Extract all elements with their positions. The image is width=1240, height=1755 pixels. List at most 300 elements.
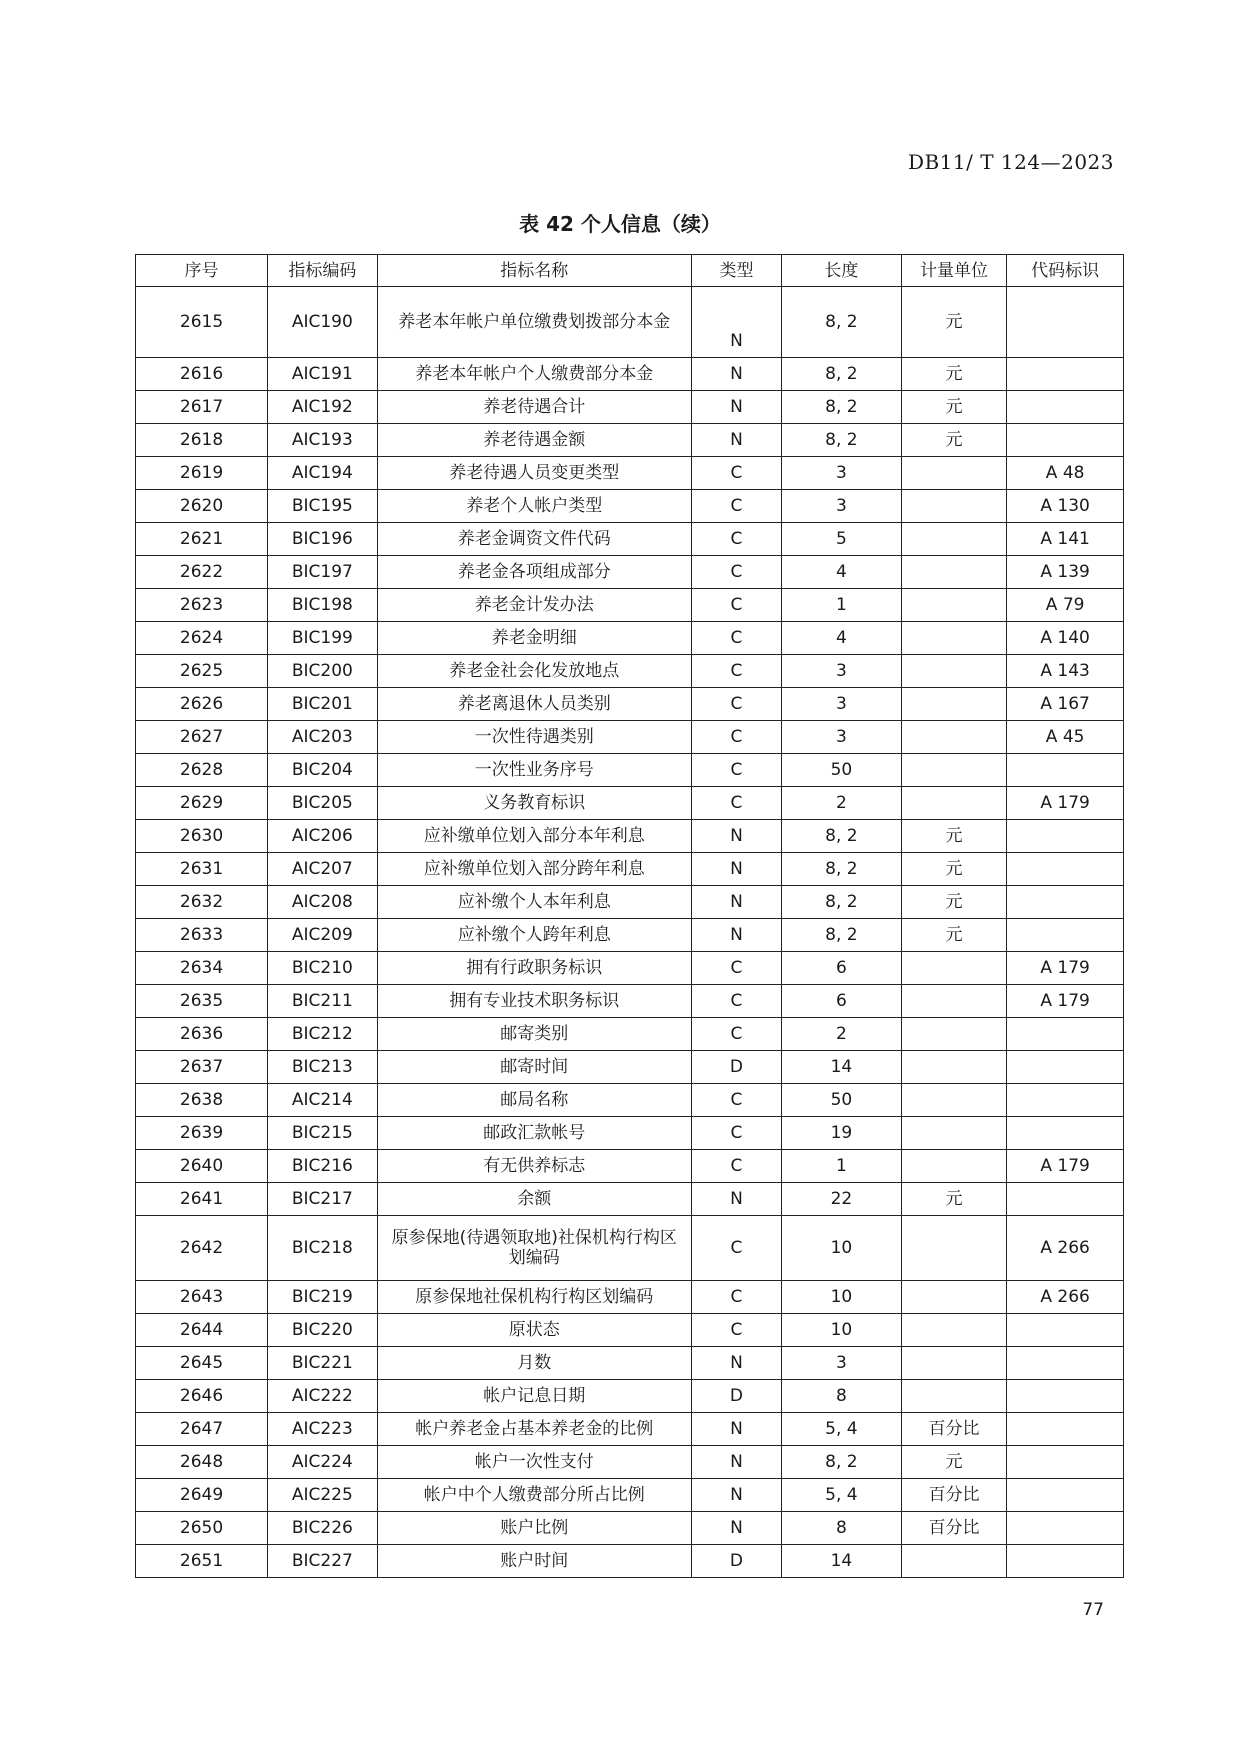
cell-name: 原状态 [377,1314,691,1347]
cell-unit [901,952,1006,985]
cell-name: 帐户一次性支付 [377,1446,691,1479]
cell-length: 50 [782,754,902,787]
cell-length: 14 [782,1545,902,1578]
cell-index: 2650 [136,1512,268,1545]
cell-name: 邮局名称 [377,1084,691,1117]
cell-name: 余额 [377,1183,691,1216]
table-row [136,655,1124,688]
cell-length: 4 [782,622,902,655]
cell-code-ref: A 79 [1007,589,1124,622]
cell-code: AIC192 [268,391,378,424]
cell-code-ref [1007,1512,1124,1545]
cell-code-ref [1007,1183,1124,1216]
cell-unit: 元 [901,1183,1006,1216]
table-row [136,1380,1124,1413]
cell-type: C [691,1281,781,1314]
table-row [136,688,1124,721]
cell-code-ref: A 130 [1007,490,1124,523]
cell-code-ref: A 143 [1007,655,1124,688]
cell-index: 2627 [136,721,268,754]
cell-length: 5 [782,523,902,556]
table-row [136,490,1124,523]
cell-name: 义务教育标识 [377,787,691,820]
cell-name: 养老待遇人员变更类型 [377,457,691,490]
cell-index: 2630 [136,820,268,853]
cell-code: BIC199 [268,622,378,655]
cell-type: D [691,1380,781,1413]
cell-code: AIC222 [268,1380,378,1413]
cell-code: BIC201 [268,688,378,721]
cell-code: BIC227 [268,1545,378,1578]
cell-index: 2643 [136,1281,268,1314]
cell-type: C [691,556,781,589]
cell-name: 拥有行政职务标识 [377,952,691,985]
cell-code: BIC205 [268,787,378,820]
cell-type: C [691,787,781,820]
cell-code-ref [1007,1413,1124,1446]
cell-code: AIC203 [268,721,378,754]
cell-name: 原参保地社保机构行构区划编码 [377,1281,691,1314]
cell-length: 19 [782,1117,902,1150]
table-row [136,1281,1124,1314]
cell-type: C [691,457,781,490]
cell-name: 一次性待遇类别 [377,721,691,754]
cell-code-ref [1007,1051,1124,1084]
cell-code-ref: A 48 [1007,457,1124,490]
cell-name: 帐户记息日期 [377,1380,691,1413]
cell-code: AIC206 [268,820,378,853]
cell-unit [901,457,1006,490]
cell-index: 2632 [136,886,268,919]
cell-unit: 元 [901,358,1006,391]
cell-code: BIC195 [268,490,378,523]
cell-length: 8, 2 [782,424,902,457]
cell-code-ref: A 167 [1007,688,1124,721]
table-row [136,919,1124,952]
cell-code: AIC194 [268,457,378,490]
cell-length: 6 [782,985,902,1018]
cell-code-ref: A 179 [1007,985,1124,1018]
cell-type: C [691,721,781,754]
cell-type: C [691,1084,781,1117]
cell-name: 帐户中个人缴费部分所占比例 [377,1479,691,1512]
cell-code-ref [1007,1380,1124,1413]
cell-code: AIC209 [268,919,378,952]
document-code: DB11/ T 124—2023 [907,150,1114,174]
cell-type: C [691,655,781,688]
cell-type: C [691,1018,781,1051]
cell-length: 3 [782,721,902,754]
cell-unit [901,556,1006,589]
cell-length: 14 [782,1051,902,1084]
cell-index: 2647 [136,1413,268,1446]
cell-unit [901,754,1006,787]
cell-code: AIC224 [268,1446,378,1479]
cell-index: 2641 [136,1183,268,1216]
cell-code-ref: A 179 [1007,1150,1124,1183]
cell-type: C [691,622,781,655]
cell-unit [901,490,1006,523]
cell-code-ref [1007,1018,1124,1051]
cell-code-ref [1007,287,1124,358]
cell-name: 养老金计发办法 [377,589,691,622]
cell-length: 4 [782,556,902,589]
cell-name: 有无供养标志 [377,1150,691,1183]
cell-unit [901,1051,1006,1084]
cell-type: C [691,1117,781,1150]
cell-code-ref [1007,1084,1124,1117]
cell-code: AIC190 [268,287,378,358]
cell-length: 2 [782,1018,902,1051]
cell-type: C [691,952,781,985]
cell-length: 3 [782,457,902,490]
table-row [136,1216,1124,1281]
cell-unit [901,622,1006,655]
cell-index: 2620 [136,490,268,523]
cell-code: BIC213 [268,1051,378,1084]
cell-code: BIC218 [268,1216,378,1281]
cell-name: 养老金调资文件代码 [377,523,691,556]
cell-code: AIC225 [268,1479,378,1512]
cell-unit: 元 [901,287,1006,358]
cell-name: 养老本年帐户单位缴费划拨部分本金 [377,287,691,358]
cell-code-ref [1007,919,1124,952]
cell-code: BIC215 [268,1117,378,1150]
cell-unit: 元 [901,919,1006,952]
cell-length: 1 [782,589,902,622]
cell-name: 应补缴单位划入部分本年利息 [377,820,691,853]
cell-index: 2637 [136,1051,268,1084]
cell-code: BIC196 [268,523,378,556]
cell-unit [901,1281,1006,1314]
table-body [136,287,1124,1578]
cell-index: 2628 [136,754,268,787]
cell-type: N [691,287,781,358]
cell-code: BIC216 [268,1150,378,1183]
table-row [136,1512,1124,1545]
cell-code: BIC220 [268,1314,378,1347]
cell-length: 50 [782,1084,902,1117]
cell-index: 2626 [136,688,268,721]
cell-unit: 百分比 [901,1479,1006,1512]
cell-index: 2640 [136,1150,268,1183]
cell-length: 8 [782,1380,902,1413]
cell-length: 5, 4 [782,1479,902,1512]
cell-type: N [691,424,781,457]
cell-name: 养老本年帐户个人缴费部分本金 [377,358,691,391]
cell-index: 2646 [136,1380,268,1413]
cell-name: 拥有专业技术职务标识 [377,985,691,1018]
cell-name: 一次性业务序号 [377,754,691,787]
cell-type: N [691,919,781,952]
cell-unit [901,787,1006,820]
cell-name: 应补缴单位划入部分跨年利息 [377,853,691,886]
cell-unit [901,1117,1006,1150]
cell-index: 2649 [136,1479,268,1512]
cell-type: N [691,820,781,853]
cell-type: C [691,490,781,523]
column-header-type: 类型 [691,255,781,287]
table-row [136,523,1124,556]
cell-index: 2645 [136,1347,268,1380]
table-row [136,1117,1124,1150]
cell-type: N [691,1413,781,1446]
cell-type: N [691,1183,781,1216]
cell-type: C [691,1314,781,1347]
table-row [136,287,1124,358]
cell-length: 8, 2 [782,820,902,853]
cell-index: 2617 [136,391,268,424]
cell-length: 10 [782,1281,902,1314]
cell-code-ref: A 141 [1007,523,1124,556]
table-row [136,1545,1124,1578]
cell-length: 6 [782,952,902,985]
cell-length: 8, 2 [782,1446,902,1479]
cell-type: N [691,853,781,886]
cell-length: 8, 2 [782,391,902,424]
cell-code: BIC197 [268,556,378,589]
cell-code-ref: A 140 [1007,622,1124,655]
cell-name: 帐户养老金占基本养老金的比例 [377,1413,691,1446]
cell-code: BIC200 [268,655,378,688]
table-row [136,1018,1124,1051]
cell-unit [901,1150,1006,1183]
cell-name: 月数 [377,1347,691,1380]
cell-code-ref: A 179 [1007,787,1124,820]
cell-code: AIC208 [268,886,378,919]
table-row [136,1446,1124,1479]
page-number: 77 [1082,1600,1104,1620]
cell-unit: 元 [901,853,1006,886]
cell-code: AIC207 [268,853,378,886]
cell-code: BIC217 [268,1183,378,1216]
cell-code: AIC223 [268,1413,378,1446]
cell-length: 8, 2 [782,287,902,358]
cell-code-ref [1007,886,1124,919]
cell-code-ref: A 266 [1007,1281,1124,1314]
cell-name: 账户比例 [377,1512,691,1545]
table-row [136,1347,1124,1380]
table-row [136,358,1124,391]
cell-code-ref [1007,424,1124,457]
cell-code: AIC191 [268,358,378,391]
cell-unit [901,523,1006,556]
column-header-length: 长度 [782,255,902,287]
cell-index: 2622 [136,556,268,589]
cell-index: 2618 [136,424,268,457]
cell-type: D [691,1051,781,1084]
cell-index: 2634 [136,952,268,985]
table-row [136,820,1124,853]
cell-code: AIC214 [268,1084,378,1117]
cell-code-ref [1007,1117,1124,1150]
cell-type: N [691,391,781,424]
cell-index: 2615 [136,287,268,358]
cell-length: 8 [782,1512,902,1545]
cell-index: 2636 [136,1018,268,1051]
cell-unit: 百分比 [901,1512,1006,1545]
cell-unit [901,721,1006,754]
cell-name: 原参保地(待遇领取地)社保机构行构区划编码 [377,1216,691,1281]
cell-name: 养老金社会化发放地点 [377,655,691,688]
cell-name: 应补缴个人跨年利息 [377,919,691,952]
table-title: 表 42 个人信息（续） [519,212,721,236]
cell-index: 2638 [136,1084,268,1117]
cell-name: 邮寄类别 [377,1018,691,1051]
cell-type: N [691,358,781,391]
cell-index: 2616 [136,358,268,391]
cell-code: BIC210 [268,952,378,985]
cell-index: 2619 [136,457,268,490]
cell-type: N [691,1347,781,1380]
cell-code-ref [1007,853,1124,886]
cell-name: 应补缴个人本年利息 [377,886,691,919]
table-header-row [136,255,1124,287]
cell-code-ref [1007,754,1124,787]
cell-length: 8, 2 [782,886,902,919]
cell-unit [901,1084,1006,1117]
cell-length: 22 [782,1183,902,1216]
cell-length: 3 [782,1347,902,1380]
column-header-name: 指标名称 [377,255,691,287]
table-row [136,787,1124,820]
cell-index: 2642 [136,1216,268,1281]
cell-length: 8, 2 [782,358,902,391]
cell-unit: 元 [901,424,1006,457]
cell-index: 2623 [136,589,268,622]
cell-index: 2644 [136,1314,268,1347]
column-header-code-ref: 代码标识 [1007,255,1124,287]
column-header-unit: 计量单位 [901,255,1006,287]
cell-index: 2633 [136,919,268,952]
table-row [136,721,1124,754]
cell-unit [901,688,1006,721]
cell-unit [901,655,1006,688]
cell-name: 养老待遇合计 [377,391,691,424]
cell-unit: 元 [901,391,1006,424]
table-row [136,1479,1124,1512]
cell-name: 邮政汇款帐号 [377,1117,691,1150]
table-row [136,391,1124,424]
cell-code-ref [1007,358,1124,391]
cell-code-ref [1007,820,1124,853]
cell-index: 2639 [136,1117,268,1150]
cell-length: 1 [782,1150,902,1183]
cell-length: 5, 4 [782,1413,902,1446]
cell-code-ref [1007,391,1124,424]
cell-type: C [691,985,781,1018]
cell-length: 10 [782,1216,902,1281]
cell-type: C [691,754,781,787]
cell-type: C [691,1150,781,1183]
table-row [136,556,1124,589]
cell-name: 养老待遇金额 [377,424,691,457]
cell-name: 账户时间 [377,1545,691,1578]
table-row [136,853,1124,886]
cell-length: 3 [782,490,902,523]
cell-length: 2 [782,787,902,820]
cell-name: 养老离退休人员类别 [377,688,691,721]
table-row [136,424,1124,457]
cell-unit [901,1018,1006,1051]
cell-name: 邮寄时间 [377,1051,691,1084]
cell-unit [901,1216,1006,1281]
cell-index: 2625 [136,655,268,688]
cell-unit: 元 [901,820,1006,853]
cell-code-ref: A 179 [1007,952,1124,985]
cell-unit [901,589,1006,622]
cell-type: N [691,1446,781,1479]
cell-code: BIC219 [268,1281,378,1314]
table-row [136,985,1124,1018]
cell-type: C [691,523,781,556]
cell-code: BIC221 [268,1347,378,1380]
cell-length: 8, 2 [782,853,902,886]
table-row [136,1183,1124,1216]
cell-code-ref: A 266 [1007,1216,1124,1281]
cell-unit: 百分比 [901,1413,1006,1446]
cell-type: C [691,688,781,721]
table-row [136,1150,1124,1183]
table-row [136,952,1124,985]
column-header-code: 指标编码 [268,255,378,287]
cell-code: BIC198 [268,589,378,622]
cell-unit [901,985,1006,1018]
cell-code-ref [1007,1479,1124,1512]
cell-unit [901,1347,1006,1380]
column-header-index: 序号 [136,255,268,287]
cell-index: 2648 [136,1446,268,1479]
personal-info-table [135,254,1124,1578]
table-row [136,622,1124,655]
table-row [136,1084,1124,1117]
cell-name: 养老个人帐户类型 [377,490,691,523]
cell-index: 2629 [136,787,268,820]
cell-length: 3 [782,688,902,721]
cell-code: AIC193 [268,424,378,457]
cell-code-ref [1007,1446,1124,1479]
cell-index: 2631 [136,853,268,886]
cell-type: N [691,886,781,919]
cell-index: 2651 [136,1545,268,1578]
cell-type: N [691,1479,781,1512]
table-row [136,1051,1124,1084]
cell-type: D [691,1545,781,1578]
table-row [136,457,1124,490]
cell-name: 养老金各项组成部分 [377,556,691,589]
cell-type: C [691,1216,781,1281]
cell-type: C [691,589,781,622]
cell-code: BIC226 [268,1512,378,1545]
table-row [136,589,1124,622]
cell-unit [901,1545,1006,1578]
cell-index: 2624 [136,622,268,655]
cell-length: 8, 2 [782,919,902,952]
cell-index: 2621 [136,523,268,556]
cell-code: BIC204 [268,754,378,787]
cell-unit [901,1380,1006,1413]
cell-type: N [691,1512,781,1545]
cell-code-ref: A 45 [1007,721,1124,754]
cell-code-ref [1007,1545,1124,1578]
cell-code: BIC212 [268,1018,378,1051]
cell-unit [901,1314,1006,1347]
table-row [136,754,1124,787]
table-row [136,1413,1124,1446]
cell-code: BIC211 [268,985,378,1018]
table-row [136,886,1124,919]
cell-code-ref [1007,1347,1124,1380]
